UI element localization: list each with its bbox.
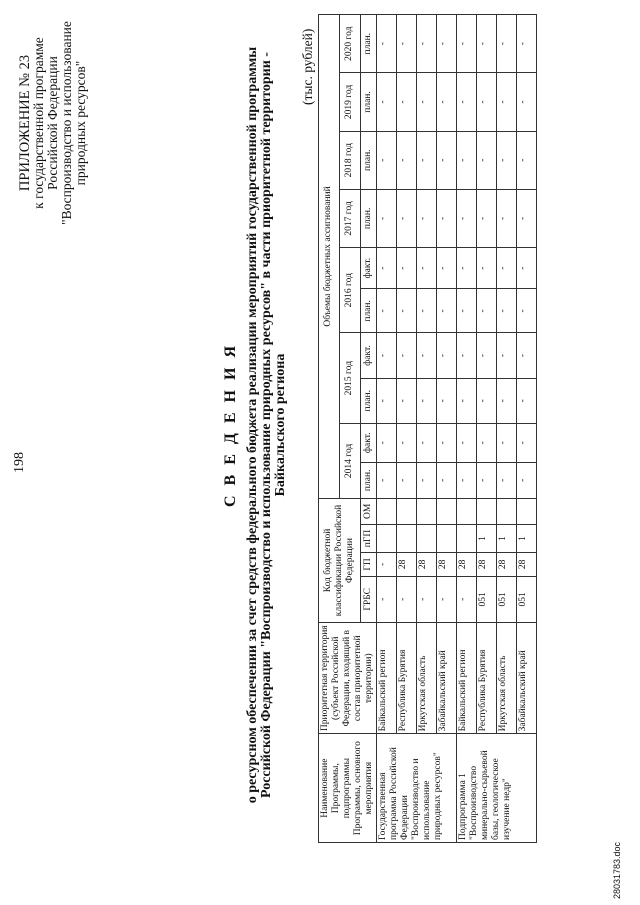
value-cell: -	[497, 15, 517, 73]
header-year: 2018 год	[339, 131, 360, 189]
header-plan: план.	[360, 15, 376, 73]
value-cell: -	[517, 378, 537, 423]
value-cell: -	[457, 131, 477, 189]
heading-line: о ресурсном обеспечении за счет средств федерального бюджета реализации мероприятий государственной программы	[245, 46, 260, 804]
header-plan: план.	[360, 289, 376, 333]
header-fact: факт.	[360, 248, 376, 289]
header-code: Код бюджетной классификации Российской Федерации	[319, 498, 361, 622]
territory-cell: Байкальский регион	[377, 623, 397, 734]
value-cell: -	[417, 15, 437, 73]
value-cell: -	[377, 248, 397, 289]
header-plan: план.	[360, 378, 376, 423]
header-code-col: ГП	[360, 553, 376, 576]
value-cell: -	[437, 248, 457, 289]
gp-cell: 28	[397, 553, 417, 576]
gp-cell: 28	[477, 553, 497, 576]
heading-line: Байкальского региона	[273, 353, 288, 497]
pgp-cell: 1	[497, 524, 517, 552]
header-year: 2016 год	[339, 248, 360, 333]
value-cell: -	[457, 73, 477, 131]
value-cell: -	[477, 378, 497, 423]
value-cell: -	[377, 378, 397, 423]
appendix-title: ПРИЛОЖЕНИЕ № 23	[17, 54, 33, 192]
territory-cell: Иркутская область	[417, 623, 437, 734]
value-cell: -	[517, 289, 537, 333]
territory-cell: Республика Бурятия	[397, 623, 417, 734]
value-cell: -	[477, 289, 497, 333]
program-name-cell: Подпрограмма 1 "Воспроизводство минерально-сырьевой базы, геологическое изучение недр"	[457, 734, 537, 843]
value-cell: -	[397, 289, 417, 333]
value-cell: -	[417, 248, 437, 289]
value-cell: -	[517, 189, 537, 247]
pgp-cell	[437, 524, 457, 552]
value-cell: -	[377, 131, 397, 189]
value-cell: -	[377, 289, 397, 333]
gp-cell: 28	[437, 553, 457, 576]
header-code-col: ОМ	[360, 498, 376, 524]
table-row	[417, 15, 437, 843]
header-fact: факт.	[360, 423, 376, 462]
header-plan: план.	[360, 131, 376, 189]
grbs-cell: 051	[517, 576, 537, 623]
value-cell: -	[397, 15, 417, 73]
value-cell: -	[397, 131, 417, 189]
value-cell: -	[417, 73, 437, 131]
value-cell: -	[417, 378, 437, 423]
gp-cell: 28	[457, 553, 477, 576]
header-year: 2020 год	[339, 15, 360, 73]
value-cell: -	[417, 131, 437, 189]
value-cell: -	[437, 73, 457, 131]
om-cell	[497, 498, 517, 524]
value-cell: -	[457, 189, 477, 247]
pgp-cell: 1	[477, 524, 497, 552]
value-cell: -	[517, 423, 537, 462]
header-territory: Приоритетная территория (субъект Российской Федерации, входящий в состав приоритетной территории)	[319, 623, 377, 734]
value-cell: -	[417, 462, 437, 498]
value-cell: -	[477, 189, 497, 247]
territory-cell: Байкальский регион	[457, 623, 477, 734]
gp-cell: 28	[497, 553, 517, 576]
value-cell: -	[497, 378, 517, 423]
value-cell: -	[437, 462, 457, 498]
gp-cell: 28	[517, 553, 537, 576]
value-cell: -	[477, 15, 497, 73]
om-cell	[517, 498, 537, 524]
value-cell: -	[417, 333, 437, 378]
value-cell: -	[377, 333, 397, 378]
page-number: 198	[12, 452, 27, 473]
value-cell: -	[497, 462, 517, 498]
gp-cell: -	[377, 553, 397, 576]
pgp-cell	[397, 524, 417, 552]
value-cell: -	[437, 333, 457, 378]
grbs-cell: 051	[477, 576, 497, 623]
value-cell: -	[397, 378, 417, 423]
appendix-line: природных ресурсов"	[73, 60, 88, 186]
value-cell: -	[477, 248, 497, 289]
value-cell: -	[497, 73, 517, 131]
om-cell	[457, 498, 477, 524]
value-cell: -	[377, 423, 397, 462]
value-cell: -	[377, 462, 397, 498]
appendix-line: к государственной программе	[31, 37, 46, 209]
header-fact: факт.	[360, 333, 376, 378]
value-cell: -	[517, 333, 537, 378]
table-row	[517, 15, 537, 843]
value-cell: -	[457, 423, 477, 462]
header-name: Наименование Программы, подпрограммы Программы, основного мероприятия	[319, 734, 377, 843]
value-cell: -	[517, 15, 537, 73]
value-cell: -	[477, 462, 497, 498]
header-code-col: ГРБС	[360, 576, 376, 623]
table-body	[377, 15, 537, 843]
value-cell: -	[397, 73, 417, 131]
value-cell: -	[457, 248, 477, 289]
table-row	[377, 15, 397, 843]
value-cell: -	[377, 73, 397, 131]
value-cell: -	[517, 131, 537, 189]
grbs-cell: -	[397, 576, 417, 623]
value-cell: -	[517, 73, 537, 131]
om-cell	[397, 498, 417, 524]
value-cell: -	[477, 423, 497, 462]
om-cell	[477, 498, 497, 524]
value-cell: -	[417, 189, 437, 247]
pgp-cell	[377, 524, 397, 552]
value-cell: -	[397, 462, 417, 498]
value-cell: -	[477, 73, 497, 131]
value-cell: -	[477, 333, 497, 378]
value-cell: -	[517, 248, 537, 289]
value-cell: -	[417, 289, 437, 333]
table-row	[477, 15, 497, 843]
table-row	[437, 15, 457, 843]
header-year: 2014 год	[339, 423, 360, 498]
value-cell: -	[397, 333, 417, 378]
table-row	[457, 15, 477, 843]
value-cell: -	[457, 289, 477, 333]
pgp-cell: 1	[517, 524, 537, 552]
om-cell	[437, 498, 457, 524]
value-cell: -	[457, 15, 477, 73]
value-cell: -	[437, 131, 457, 189]
grbs-cell: -	[457, 576, 477, 623]
appendix-block	[18, 13, 88, 233]
table-row	[397, 15, 417, 843]
grbs-cell: -	[377, 576, 397, 623]
header-plan: план.	[360, 462, 376, 498]
appendix-line: Российской Федерации	[45, 56, 60, 190]
value-cell: -	[497, 333, 517, 378]
pgp-cell	[457, 524, 477, 552]
heading-title: С В Е Д Е Н И Я	[222, 342, 239, 508]
territory-cell: Республика Бурятия	[477, 623, 497, 734]
header-code-col: пГП	[360, 524, 376, 552]
value-cell: -	[437, 289, 457, 333]
allocations-table	[318, 14, 537, 843]
value-cell: -	[497, 131, 517, 189]
value-cell: -	[497, 423, 517, 462]
value-cell: -	[397, 248, 417, 289]
value-cell: -	[397, 189, 417, 247]
territory-cell: Забайкальский край	[437, 623, 457, 734]
value-cell: -	[377, 15, 397, 73]
heading-line: Российской Федерации "Воспроизводство и использование природных ресурсов" в части приоритетной территории -	[259, 52, 274, 798]
value-cell: -	[497, 248, 517, 289]
territory-cell: Иркутская область	[497, 623, 517, 734]
header-plan: план.	[360, 73, 376, 131]
grbs-cell: -	[417, 576, 437, 623]
om-cell	[417, 498, 437, 524]
value-cell: -	[397, 423, 417, 462]
header-year: 2017 год	[339, 189, 360, 247]
value-cell: -	[457, 462, 477, 498]
value-cell: -	[457, 333, 477, 378]
value-cell: -	[497, 189, 517, 247]
om-cell	[377, 498, 397, 524]
value-cell: -	[437, 15, 457, 73]
pgp-cell	[417, 524, 437, 552]
file-code: 28031783.doc	[612, 841, 622, 899]
document-heading	[222, 15, 288, 835]
header-plan: план.	[360, 189, 376, 247]
program-name-cell: Государственная программа Российской Федерации "Воспроизводство и использование природных ресурсов"	[377, 734, 457, 843]
gp-cell: 28	[417, 553, 437, 576]
value-cell: -	[497, 289, 517, 333]
appendix-line: "Воспроизводство и использование	[59, 21, 74, 225]
table-row	[497, 15, 517, 843]
grbs-cell: -	[437, 576, 457, 623]
value-cell: -	[417, 423, 437, 462]
value-cell: -	[437, 189, 457, 247]
header-volumes: Объемы бюджетных ассигнований	[319, 15, 340, 499]
units-label: (тыс. рублей)	[300, 28, 315, 105]
value-cell: -	[457, 378, 477, 423]
value-cell: -	[477, 131, 497, 189]
value-cell: -	[437, 423, 457, 462]
value-cell: -	[437, 378, 457, 423]
value-cell: -	[517, 462, 537, 498]
header-year: 2015 год	[339, 333, 360, 424]
value-cell: -	[377, 189, 397, 247]
header-year: 2019 год	[339, 73, 360, 131]
grbs-cell: 051	[497, 576, 517, 623]
territory-cell: Забайкальский край	[517, 623, 537, 734]
